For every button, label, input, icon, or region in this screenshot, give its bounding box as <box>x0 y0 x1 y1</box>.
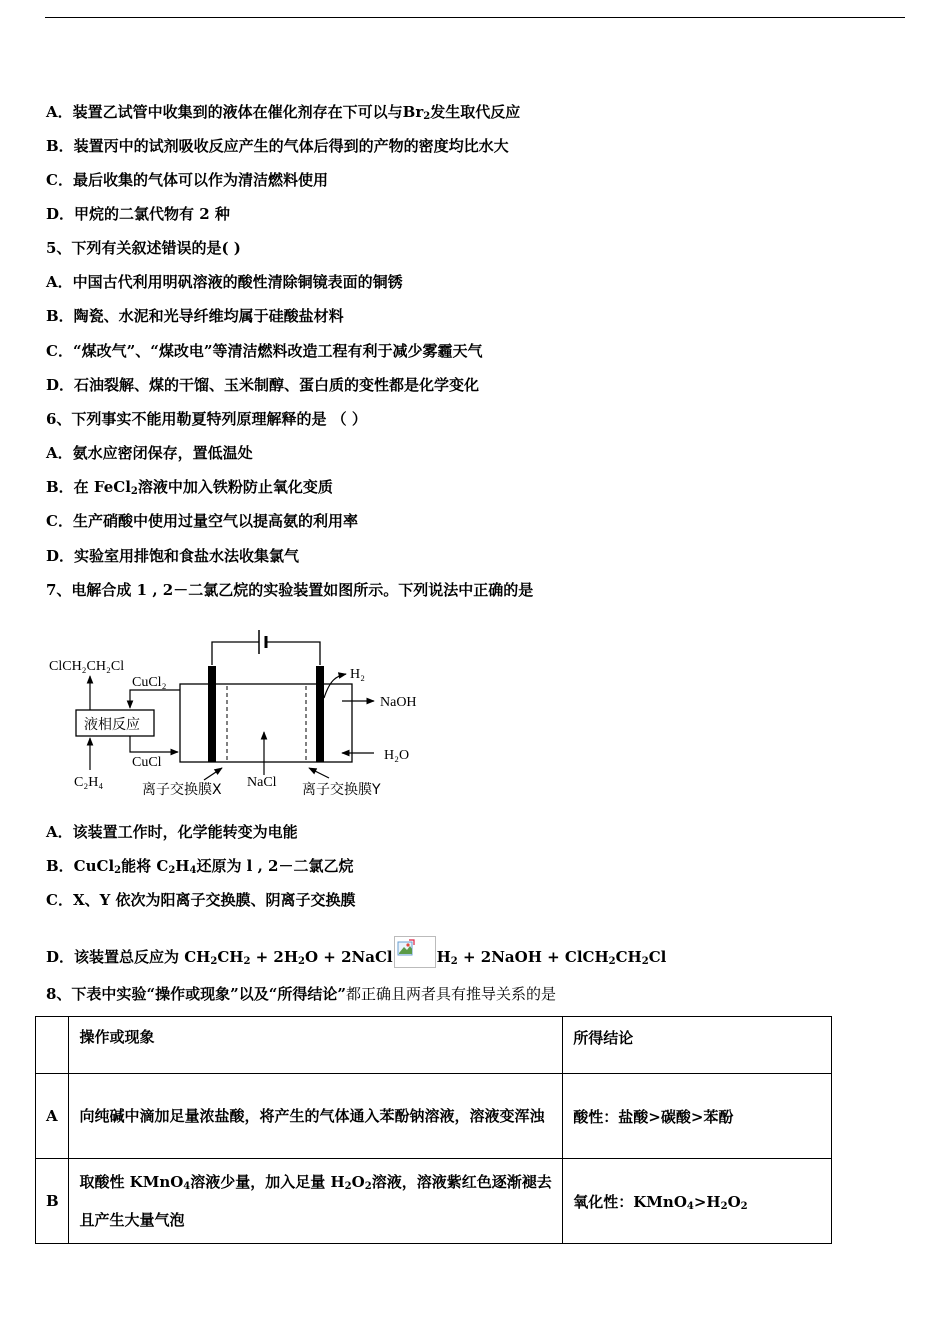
table-header-row <box>36 1017 832 1074</box>
hydrogen-label: H₂ <box>350 667 365 682</box>
q7-option-c: C．X、Y 依次为阳离子交换膜、阴离子交换膜 <box>46 891 356 909</box>
row-conclusion: 氧化性：$KMnO_4>H_2O_2$ <box>563 1159 832 1244</box>
q7-option-d: D．该装置总反应为 $CH_2CH_2 + 2H_2O$ + 2NaCl $H_2$ + 2NaOH + $ClCH_2CH_2Cl$ <box>46 936 666 968</box>
table-header-blank <box>36 1017 69 1074</box>
electrolysis-diagram <box>44 620 444 810</box>
nacl-label: NaCl <box>247 775 277 790</box>
q5-option-d: D．石油裂解、煤的干馏、玉米制醇、蛋白质的变性都是化学变化 <box>46 376 480 394</box>
q6-option-c: C．生产硝酸中使用过量空气以提高氨的利用率 <box>46 512 358 530</box>
table-header-conclusion: 所得结论 <box>563 1017 832 1074</box>
row-op: 取酸性 KMnO$_4$溶液少量，加入足量 $H_2O_2$溶液，溶液紫红色逐渐褪去且产生大量气泡 <box>69 1159 563 1244</box>
cucl-label: CuCl <box>132 755 162 770</box>
q6-option-b: B．在 FeCl$_2$溶液中加入铁粉防止氧化变质 <box>46 478 333 497</box>
battery-circuit <box>212 630 320 665</box>
membrane-x-label: 离子交换膜X <box>142 782 222 798</box>
table-row <box>36 1159 832 1244</box>
row-label: B <box>36 1159 69 1244</box>
q5-option-b: B．陶瓷、水泥和光导纤维均属于硅酸盐材料 <box>46 307 344 325</box>
row-label: A <box>36 1074 69 1159</box>
q5-option-c: C．“煤改气”、“煤改电”等清洁燃料改造工程有利于减少雾霾天气 <box>46 342 483 360</box>
table-row <box>36 1074 832 1159</box>
electrolytic-cell <box>180 684 352 762</box>
cathode-electrode <box>316 666 324 762</box>
q8-table <box>35 1016 832 1244</box>
ethylene-label: C₂H₄ <box>74 775 104 790</box>
q7-stem: 7、电解合成 1 , 2－二氯乙烷的实验装置如图所示。下列说法中正确的是 <box>46 581 534 599</box>
q7-option-a: A．该装置工作时，化学能转变为电能 <box>46 823 298 841</box>
q5-stem: 5、下列有关叙述错误的是( ) <box>46 239 241 257</box>
q7-option-b: B．CuCl$_2$能将 $C_2H_4$还原为 l , 2－二氯乙烷 <box>46 857 354 876</box>
q4-option-c: C．最后收集的气体可以作为清洁燃料使用 <box>46 171 328 189</box>
q4-option-a: A．装置乙试管中收集到的液体在催化剂存在下可以与$Br_2$发生取代反应 <box>46 103 521 122</box>
q5-option-a: A．中国古代利用明矾溶液的酸性清除铜镜表面的铜锈 <box>46 273 403 291</box>
q6-option-a: A．氨水应密闭保存，置低温处 <box>46 444 253 462</box>
water-label: H₂O <box>384 748 410 763</box>
membrane-y-label: 离子交换膜Y <box>302 782 381 798</box>
q8-stem: 8、下表中实验“操作或现象”以及“所得结论”都正确且两者具有推导关系的是 <box>46 985 556 1003</box>
table-header-op: 操作或现象 <box>69 1017 563 1074</box>
broken-image-icon <box>394 936 436 968</box>
product-label: ClCH₂CH₂Cl <box>49 659 125 674</box>
cucl2-label: CuCl₂ <box>132 675 167 690</box>
q6-stem: 6、下列事实不能用勒夏特列原理解释的是 （ ） <box>46 410 367 428</box>
header-rule <box>45 17 905 18</box>
anode-electrode <box>208 666 216 762</box>
q6-option-d: D．实验室用排饱和食盐水法收集氯气 <box>46 547 300 565</box>
liquid-reaction-label: 液相反应 <box>84 717 140 733</box>
row-conclusion: 酸性：盐酸>碳酸>苯酚 <box>563 1074 832 1159</box>
row-op: 向纯碱中滴加足量浓盐酸，将产生的气体通入苯酚钠溶液，溶液变浑浊 <box>69 1074 563 1159</box>
naoh-label: NaOH <box>380 695 417 710</box>
q4-option-b: B．装置丙中的试剂吸收反应产生的气体后得到的产物的密度均比水大 <box>46 137 509 155</box>
q4-option-d: D．甲烷的二氯代物有 2 种 <box>46 205 230 223</box>
